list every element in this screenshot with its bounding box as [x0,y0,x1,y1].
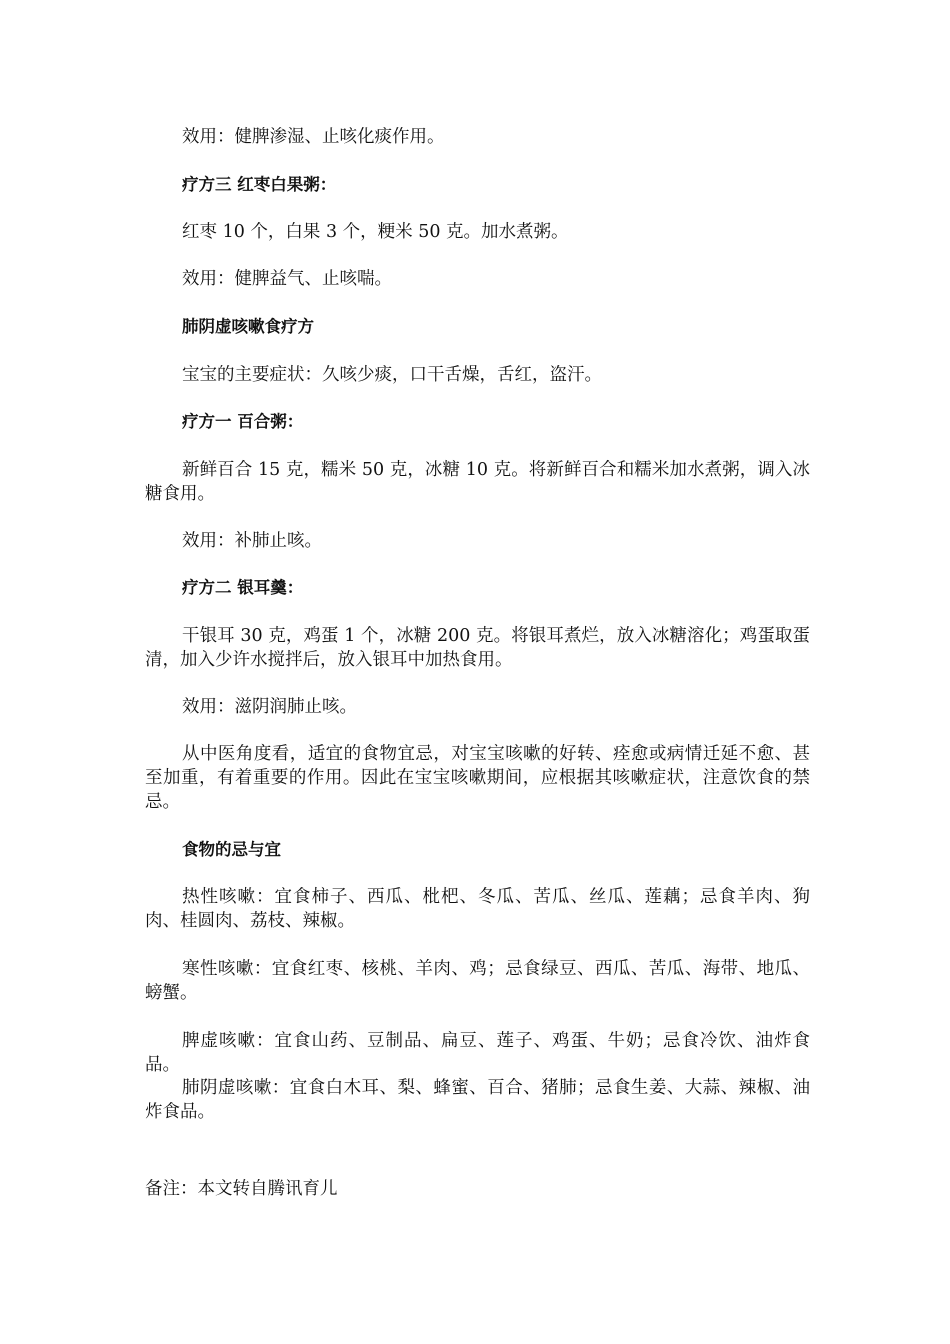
heading-food-dos-donts: 食物的忌与宜 [182,840,281,859]
paragraph-effect-4: 效用：滋阴润肺止咳。 [182,697,357,717]
paragraph-spleen-cough: 脾虚咳嗽：宜食山药、豆制品、扁豆、莲子、鸡蛋、牛奶；忌食冷饮、油炸食品。 [145,1031,810,1075]
paragraph-recipe-1-ingredients: 新鲜百合 15 克，糯米 50 克，冰糖 10 克。将新鲜百合和糯米加水煮粥，调入冰糖食用。 [145,460,810,504]
paragraph-hot-cough: 热性咳嗽：宜食柿子、西瓜、枇杷、冬瓜、苦瓜、丝瓜、莲藕；忌食羊肉、狗肉、桂圆肉、荔枝、辣椒。 [145,887,810,931]
paragraph-recipe-2-ingredients: 干银耳 30 克，鸡蛋 1 个，冰糖 200 克。将银耳煮烂，放入冰糖溶化；鸡蛋取蛋清，加入少许水搅拌后，放入银耳中加热食用。 [145,626,810,670]
heading-recipe-3-jujube-ginkgo: 疗方三 红枣白果粥： [182,175,337,194]
paragraph-cold-cough: 寒性咳嗽：宜食红枣、核桃、羊肉、鸡；忌食绿豆、西瓜、苦瓜、海带、地瓜、螃蟹。 [145,959,810,1003]
paragraph-effect-3: 效用：补肺止咳。 [182,531,322,551]
paragraph-symptoms: 宝宝的主要症状：久咳少痰，口干舌燥，舌红，盗汗。 [182,365,602,385]
heading-recipe-2-tremella: 疗方二 银耳羹： [182,578,304,597]
paragraph-lung-yin-cough: 肺阴虚咳嗽：宜食白木耳、梨、蜂蜜、百合、猪肺；忌食生姜、大蒜、辣椒、油炸食品。 [145,1078,810,1122]
paragraph-effect-1: 效用：健脾渗湿、止咳化痰作用。 [182,127,445,147]
paragraph-effect-2: 效用：健脾益气、止咳喘。 [182,269,392,289]
heading-lung-yin-deficiency: 肺阴虚咳嗽食疗方 [182,317,314,336]
paragraph-recipe-3-ingredients: 红枣 10 个，白果 3 个，粳米 50 克。加水煮粥。 [182,222,569,242]
source-note: 备注：本文转自腾讯育儿 [145,1179,338,1199]
paragraph-tcm-perspective: 从中医角度看，适宜的食物宜忌，对宝宝咳嗽的好转、痊愈或病情迁延不愈、甚至加重，有着重要的作用。因此在宝宝咳嗽期间，应根据其咳嗽症状，注意饮食的禁忌。 [145,744,810,812]
heading-recipe-1-lily: 疗方一 百合粥： [182,412,304,431]
